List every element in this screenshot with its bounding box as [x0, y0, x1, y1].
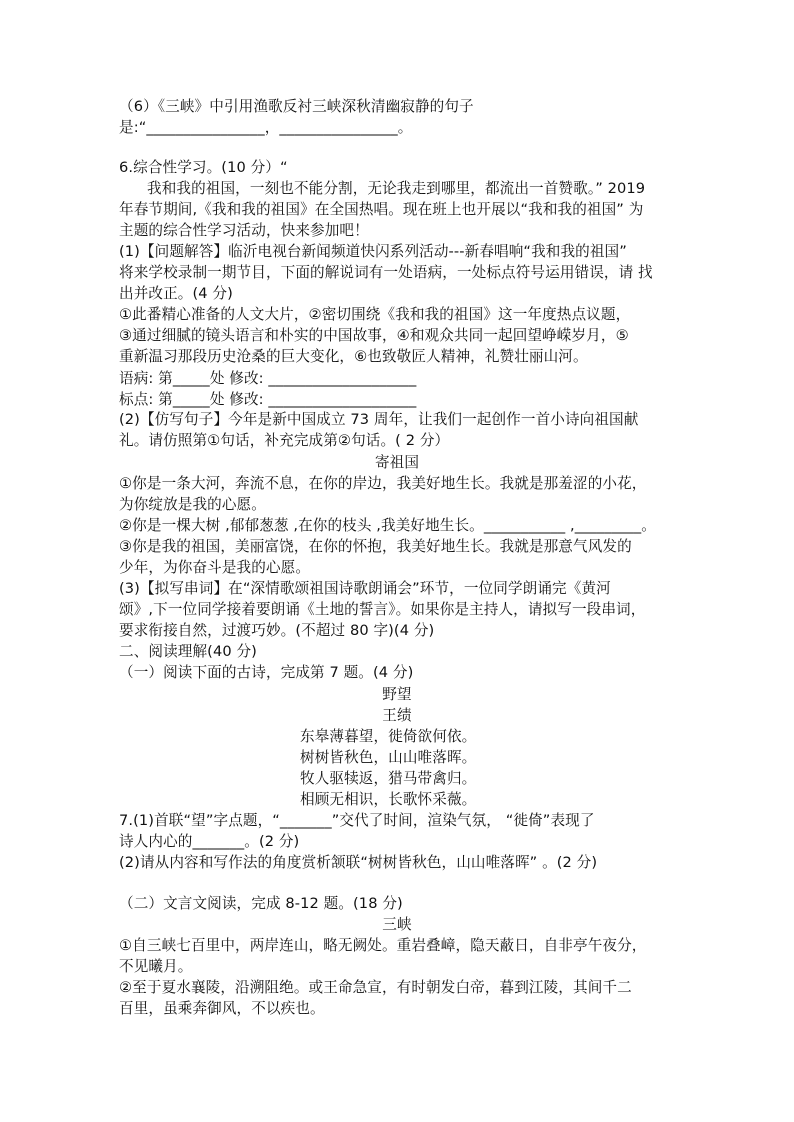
- section-6-intro-line: 我和我的祖国，一刻也不能分割，无论我走到哪里，都流出一首赞歌。” 2019: [147, 180, 646, 197]
- q6-1-prompt: 出并改正。(4 分): [119, 285, 233, 302]
- text-title-san-xia: 三峡: [382, 916, 412, 933]
- part-2-heading: 二、阅读理解(40 分): [119, 643, 257, 660]
- poem-line: 牧人驱犊返，猎马带禽归。: [300, 770, 477, 787]
- q7-1-prompt: 7.(1)首联“望”字点题，“_______”交代了时间，渲染气氛， “徙倚”表现了: [119, 812, 595, 829]
- poem-line: 相顾无相识，长歌怀采薇。: [300, 791, 477, 808]
- q6-3-prompt: (3)【拟写串词】在“深情歌颂祖国诗歌朗诵会”环节，一位同学朗诵完《黄河: [119, 580, 611, 597]
- section-6-intro-line: 年春节期间,《我和我的祖国》在全国热唱。现在班上也开展以“我和我的祖国” 为: [119, 201, 644, 218]
- q6-1-grammar-answer: 语病: 第_____处 修改: ____________________: [119, 370, 417, 387]
- part-2-1-heading: （一）阅读下面的古诗，完成第 7 题。(4 分): [119, 664, 414, 681]
- q6-3-prompt: 要求衔接自然，过渡巧妙。(不超过 80 字)(4 分): [119, 622, 435, 639]
- poem-stanza-1: 为你绽放是我的心愿。: [119, 496, 266, 513]
- part-2-2-heading: （二）文言文阅读，完成 8-12 题。(18 分): [119, 895, 403, 912]
- san-xia-paragraph-2: 百里，虽乘奔御风，不以疾也。: [119, 1000, 325, 1017]
- san-xia-paragraph-1: 不见曦月。: [119, 958, 193, 975]
- poem-stanza-1: ①你是一条大河，奔流不息，在你的岸边，我美好地生长。我就是那羞涩的小花，: [119, 475, 647, 492]
- san-xia-paragraph-2: ②至于夏水襄陵，沿溯阻绝。或王命急宣，有时朝发白帝，暮到江陵，其间千二: [119, 979, 632, 996]
- q6-6-answer-blanks: 是:“________________，________________。: [119, 119, 413, 136]
- q6-1-punctuation-answer: 标点: 第_____处 修改: ____________________: [119, 391, 417, 408]
- q6-1-passage: 重新温习那段历史沧桑的巨大变化，⑥也致敬匠人精神，礼赞壮丽山河。: [119, 348, 588, 365]
- q6-1-prompt: (1)【问题解答】临沂电视台新闻频道快闪系列活动---新春唱响“我和我的祖国”: [119, 243, 627, 260]
- poem-title-ye-wang: 野望: [382, 686, 412, 703]
- section-6-intro-line: 主题的综合性学习活动，快来参加吧！: [119, 222, 369, 239]
- q7-2-prompt: (2)请从内容和写作法的角度赏析颔联“树树皆秋色，山山唯落晖” 。(2 分): [119, 854, 598, 871]
- q6-1-passage: ①此番精心准备的人文大片，②密切围绕《我和我的祖国》这一年度热点议题，: [119, 306, 631, 323]
- poem-stanza-2: ②你是一棵大树 ,郁郁葱葱 ,在你的枝头 ,我美好地生长。___________ ,_________。: [119, 517, 656, 534]
- poem-stanza-3: ③你是我的祖国，美丽富饶，在你的怀抱，我美好地生长。我就是那意气风发的: [119, 538, 632, 555]
- q6-1-prompt: 将来学校录制一期节目，下面的解说词有一处语病，一处标点符号运用错误，请 找: [119, 264, 653, 281]
- poem-stanza-3: 少年，为你奋斗是我的心愿。: [119, 559, 311, 576]
- poem-line: 东皋薄暮望，徙倚欲何依。: [300, 728, 477, 745]
- poem-line: 树树皆秋色，山山唯落晖。: [300, 749, 477, 766]
- san-xia-paragraph-1: ①自三峡七百里中，两岸连山，略无阙处。重岩叠嶂，隐天蔽日，自非亭午夜分，: [119, 937, 647, 954]
- q6-3-prompt: 颂》,下一位同学接着要朗诵《土地的誓言》。如果你是主持人，请拟写一段串词，: [119, 601, 646, 618]
- q6-2-prompt: (2)【仿写句子】今年是新中国成立 73 周年，让我们一起创作一首小诗向祖国献: [119, 411, 639, 428]
- poem-title-ji-zuguo: 寄祖国: [374, 454, 420, 471]
- poem-author: 王绩: [382, 707, 412, 724]
- q6-6-prompt: （6）《三峡》中引用渔歌反衬三峡深秋清幽寂静的句子: [119, 98, 474, 115]
- section-6-heading: 6.综合性学习。(10 分）“: [119, 159, 288, 176]
- q6-2-prompt: 礼。请仿照第①句话，补充完成第②句话。( 2 分）: [119, 432, 450, 449]
- q6-1-passage: ③通过细腻的镜头语言和朴实的中国故事，④和观众共同一起回望峥嵘岁月，⑤: [119, 327, 629, 344]
- q7-1-prompt: 诗人内心的_______。(2 分): [119, 833, 300, 850]
